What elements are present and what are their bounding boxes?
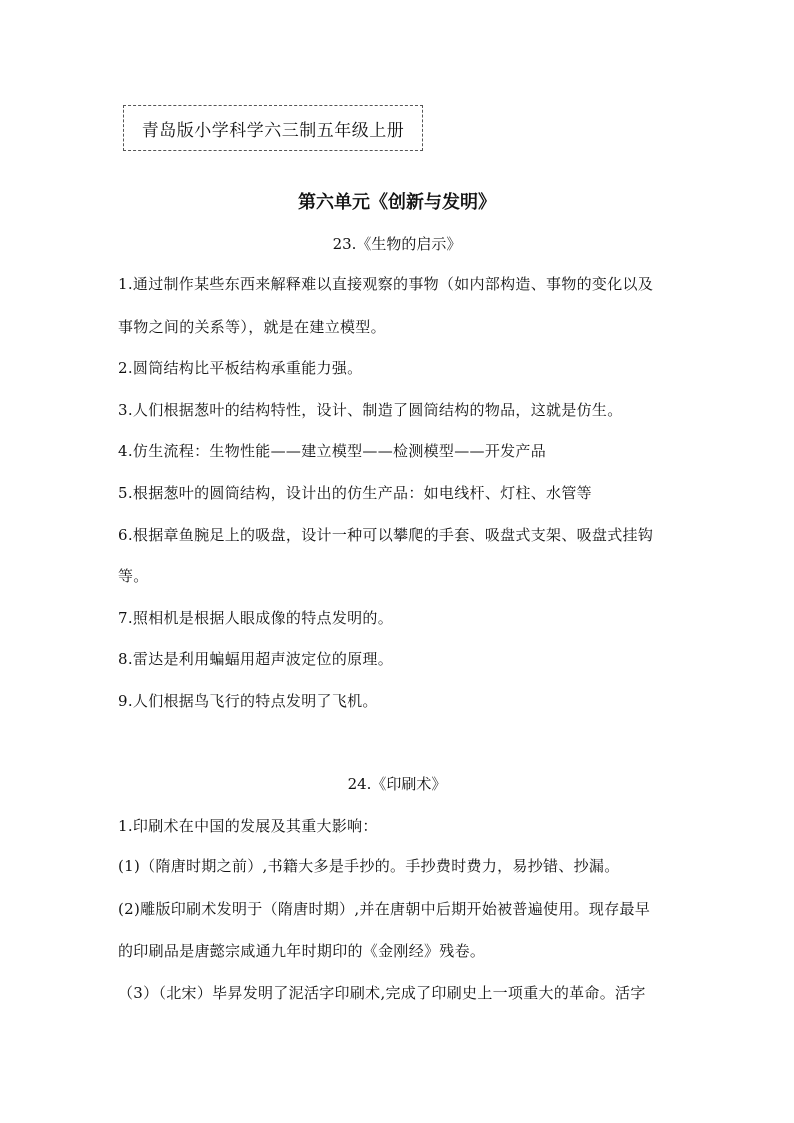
lesson-23-line: 2.圆筒结构比平板结构承重能力强。 [118,359,363,377]
lesson-23-line: 1.通过制作某些东西来解释难以直接观察的事物（如内部构造、事物的变化以及 [118,275,654,293]
lesson-24-line: (1)（隋唐时期之前）,书籍大多是手抄的。手抄费时费力，易抄错、抄漏。 [118,857,620,875]
lesson-23-line: 3.人们根据葱叶的结构特性，设计、制造了圆筒结构的物品，这就是仿生。 [118,401,623,419]
lesson-23-line: 5.根据葱叶的圆筒结构，设计出的仿生产品：如电线杆、灯柱、水管等 [118,484,592,502]
lesson-23-line: 6.根据章鱼腕足上的吸盘，设计一种可以攀爬的手套、吸盘式支架、吸盘式挂钩 [118,526,654,544]
lesson-24-line: 1.印刷术在中国的发展及其重大影响： [118,817,378,835]
lesson-23-line: 4.仿生流程：生物性能——建立模型——检测模型——开发产品 [118,442,547,460]
lesson-24-line: 的印刷品是唐懿宗咸通九年时期印的《金刚经》残卷。 [118,942,486,960]
lesson-23-line: 等。 [118,567,149,585]
book-title-box [123,105,423,151]
book-title: 青岛版小学科学六三制五年级上册 [141,120,405,141]
lesson-24-title: 24.《印刷术》 [347,775,447,793]
lesson-23-line: 7.照相机是根据人眼成像的特点发明的。 [118,609,394,627]
unit-title: 第六单元《创新与发明》 [298,192,496,213]
lesson-23-line: 9.人们根据鸟飞行的特点发明了飞机。 [118,692,378,710]
lesson-24-line: (2)雕版印刷术发明于（隋唐时期）,并在唐朝中后期开始被普遍使用。现存最早 [118,900,651,918]
lesson-24-line: （3）（北宋）毕昇发明了泥活字印刷术,完成了印刷史上一项重大的革命。活字 [118,984,646,1002]
lesson-23-title: 23.《生物的启示》 [332,235,462,253]
lesson-23-line: 8.雷达是利用蝙蝠用超声波定位的原理。 [118,650,394,668]
lesson-23-line: 事物之间的关系等），就是在建立模型。 [118,318,386,336]
